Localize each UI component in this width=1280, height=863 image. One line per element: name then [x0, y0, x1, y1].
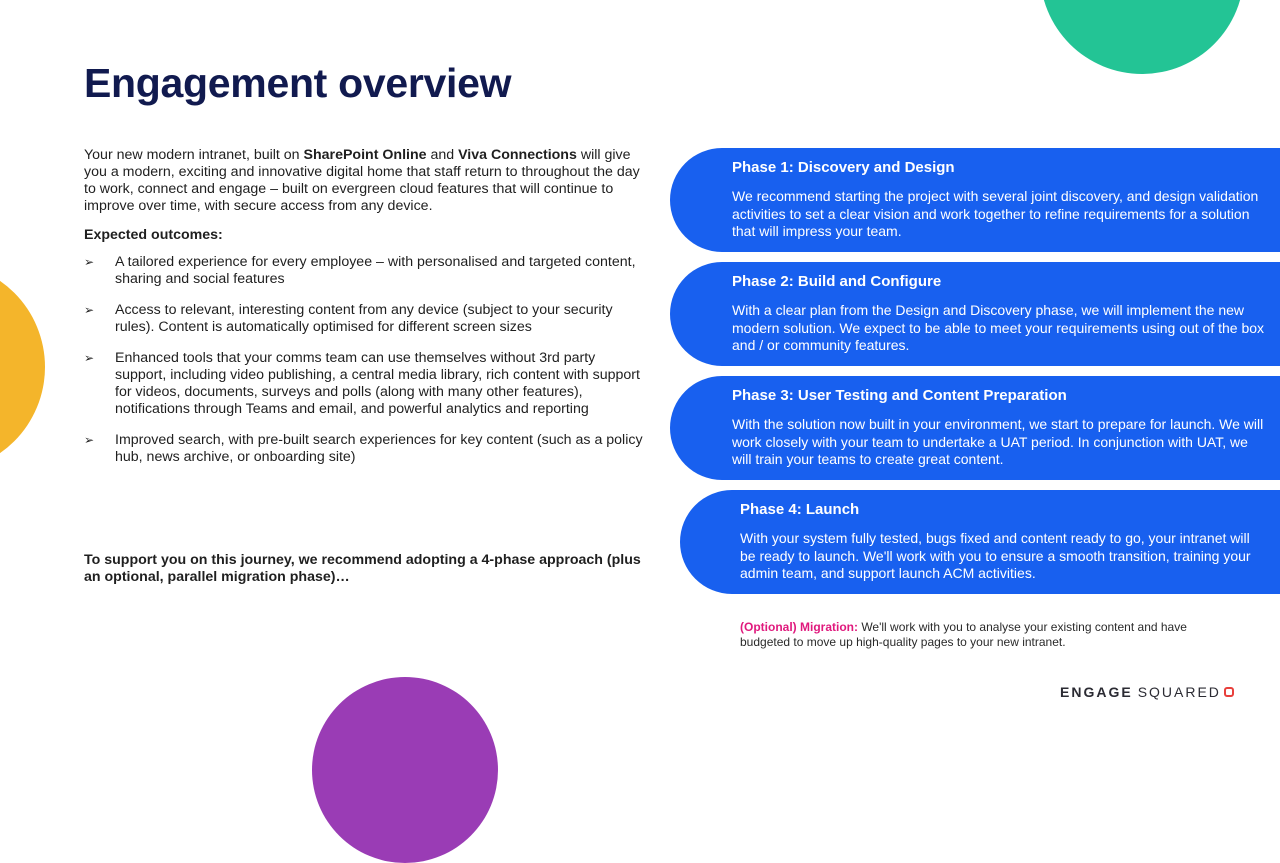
closing-statement: To support you on this journey, we recommend adopting a 4-phase approach (plus an optional, parallel migration phase)…	[84, 552, 641, 585]
phase-3-card	[670, 376, 1280, 480]
arrow-bullet-icon: ➢	[84, 351, 95, 365]
phase-description: With a clear plan from the Design and Discovery phase, we will implement the new modern solution. We expect to be able to meet your requirements using out of the box and / or community features.	[732, 302, 1265, 353]
outcomes-list	[84, 254, 644, 466]
phase-2-card	[670, 262, 1280, 366]
phase-description: With the solution now built in your environment, we start to prepare for launch. We will work closely with your team to undertake a UAT period. In conjunction with UAT, we will train your teams to create great content.	[732, 416, 1264, 467]
intro-text-2: and	[426, 147, 459, 163]
outcome-item	[84, 302, 644, 336]
intro-sharepoint-online: SharePoint Online	[303, 147, 427, 163]
intro-paragraph	[84, 147, 644, 215]
intro-text-3: will give you a modern, exciting and innovative digital home that staff return to throughout the day to work, connect and engage – built on evergreen cloud features that will continue to improve over time, with secure access from any device.	[84, 147, 640, 214]
logo-engage-text: ENGAGE	[1060, 684, 1133, 700]
decorative-purple-circle	[312, 677, 498, 863]
decorative-yellow-circle	[0, 262, 45, 472]
phase-1-card	[670, 148, 1280, 252]
arrow-bullet-icon: ➢	[84, 255, 95, 269]
outcome-text: Improved search, with pre-built search experiences for key content (such as a policy hub, news archive, or onboarding site)	[115, 432, 643, 465]
arrow-bullet-icon: ➢	[84, 303, 95, 317]
migration-label: (Optional) Migration:	[740, 620, 858, 634]
page-title: Engagement overview	[84, 60, 512, 106]
outcomes-heading: Expected outcomes:	[84, 227, 223, 243]
phase-title: Phase 2: Build and Configure	[732, 273, 942, 290]
phase-title: Phase 4: Launch	[740, 501, 860, 518]
outcome-text: A tailored experience for every employee – with personalised and targeted content, sharing and social features	[115, 254, 636, 287]
logo-squared-text: SQUARED	[1137, 684, 1221, 700]
optional-migration-note	[740, 620, 1240, 650]
overview-text-column	[84, 147, 644, 480]
engage-squared-logo	[1060, 684, 1234, 700]
phase-4-card	[680, 490, 1280, 594]
outcome-item	[84, 350, 644, 418]
intro-text-1: Your new modern intranet, built on	[84, 147, 304, 163]
phase-description: We recommend starting the project with several joint discovery, and design validation activities to set a clear vision and work together to refine requirements for a solution that will impress your team.	[732, 188, 1259, 239]
intro-viva-connections: Viva Connections	[458, 147, 577, 163]
outcome-text: Access to relevant, interesting content from any device (subject to your security rules). Content is automatically optimised for different screen sizes	[115, 302, 613, 335]
outcome-item	[84, 254, 644, 288]
phase-title: Phase 3: User Testing and Content Preparation	[732, 387, 1067, 404]
outcome-text: Enhanced tools that your comms team can use themselves without 3rd party support, including video publishing, a central media library, rich content with support for videos, documents, surveys and polls (along with many other features), notifications through Teams and email, and powerful analytics and reporting	[115, 350, 640, 417]
phase-title: Phase 1: Discovery and Design	[732, 159, 955, 176]
arrow-bullet-icon: ➢	[84, 433, 95, 447]
logo-square-icon	[1224, 687, 1234, 697]
migration-text: We'll work with you to analyse your existing content and have budgeted to move up high-quality pages to your new intranet.	[740, 620, 1187, 649]
phase-description: With your system fully tested, bugs fixed and content ready to go, your intranet will be ready to launch. We'll work with you to ensure a smooth transition, training your admin team, and support launch ACM activities.	[740, 530, 1251, 581]
outcome-item	[84, 432, 644, 466]
decorative-teal-circle	[1040, 0, 1244, 74]
